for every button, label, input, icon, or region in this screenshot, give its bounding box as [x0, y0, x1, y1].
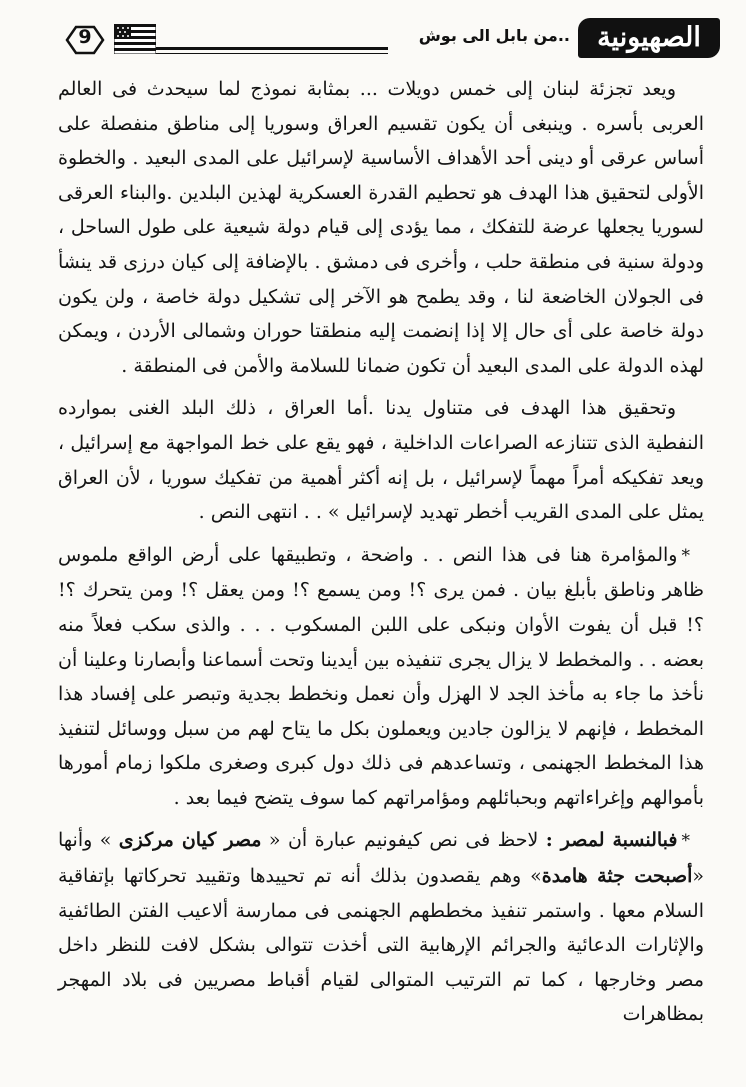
paragraph-text: » وأنها « [58, 829, 705, 888]
paragraph: وتحقيق هذا الهدف فى متناول يدنا .أما العراق ، ذلك البلد الغنى بموارده النفطية الذى تتنازعه الصراعات الداخلية ، فهو يقع على خط المواجهة مع إسرائيل ، ويعد تفكيكه أمراً مهماً لإسرائيل ، بل إنه أكثر أهمية من تفكيك سوريا ، لأن العراق يمثل على المدى القريب أخطر تهديد لإسرائيل » . . انتهى النص . [58, 397, 704, 524]
paragraph-text: لاحظ فى نص كيفونيم عبارة أن « [261, 829, 539, 852]
us-flag-icon [114, 24, 156, 54]
paragraph-text: والمؤامرة هنا فى هذا النص . . واضحة ، وتطبيقها على أرض الواقع ملموس ظاهر وناطق بأبلغ بيان . فمن يرى ؟! ومن يسمع ؟! ومن يعقل ؟! ومن يتحرك ؟! ؟! قبل أن يفوت الأوان ونبكى على اللبن المسكوب . . . والذى سكب فعلاً منه بعضه . . والمخطط لا يزال يجرى تنفيذه بين أيدينا وتحت أسماعنا وأبصارنا وعلينا أن نأخذ ما جاء به مأخذ الجد لا الهزل وأن نعمل ونخطط بجدية وتبصر على إفساد هذا المخطط ، فإنهم لا يزالون جادين ويعملون بكل ما يتاح لهم من سبل ووسائل لتنفيذ هذا المخطط الجهنمى ، وتساعدهم فى ذلك دول كبرى وصغرى ملكوا زمام أمورها بأموالهم وإغراءاتهم وبحبائلهم ومؤامراتهم كما سوف يتضح فيما بعد . [58, 543, 704, 809]
paragraph-lead: فبالنسبة لمصر : [545, 829, 678, 852]
paragraph: ويعد تجزئة لبنان إلى خمس دويلات ... بمثابة نموذج لما سيحدث فى العالم العربى بأسره . وينبغى أن يكون تقسيم العراق وسوريا إلى مناطق منفصلة على أساس عرقى أو دينى أحد الأهداف الأساسية لإسرائيل على المدى البعيد . والخطوة الأولى لتحقيق هذا الهدف هو تحطيم القدرة العسكرية لهذين البلدين .والبناء العرقى لسوريا يجعلها عرضة للتفكك ، مما يؤدى إلى قيام دولة شيعية على طول الساحل ، ودولة سنية فى منطقة حلب ، وأخرى فى دمشق . بالإضافة إلى كيان درزى قد ينشأ فى الجولان الخاضعة لنا ، وقد يطمح هو الآخر إلى تشكيل دولة خاصة ، ولن يكون دولة خاصة على أى حال إلا إذا إنضمت إليه منطقتا حوران وشمالى الأردن ، ويمكن لهذه الدولة على المدى البعيد أن تكون ضمانا للسلامة والأمن فى المنطقة . [58, 78, 704, 377]
paragraph [58, 538, 704, 816]
star-bullet: * [681, 831, 690, 852]
paragraph-text: » وهم يقصدون بذلك أنه تم تحييدها وتقييد تحركاتها بإتفاقية السلام معها . واستمر تنفيذ مخططهم الجهنمى فى ممارسة ألاعيب الفتن الطائفية والإثارات الدعائية والجرائم الإرهابية التى أخذت تتوالى بشكل لافت للنظر داخل مصر وخارجها ، كما تم الترتيب المتوالى لقيام أقباط مصريين فى بلاد المهجر بمظاهرات [58, 865, 704, 1026]
series-title: الصهيونية [578, 18, 720, 58]
running-header [28, 18, 720, 62]
page-number: 9 [78, 26, 92, 48]
body-text [58, 72, 704, 1040]
paragraph [58, 823, 704, 1032]
quoted-phrase: مصر كيان مركزى [118, 829, 262, 852]
header-rule [156, 47, 388, 50]
header-rule-thin [156, 53, 388, 54]
book-title: ..من بابل الى بوش [418, 26, 570, 45]
quoted-phrase: أصبحت جثة هامدة [541, 865, 693, 888]
star-bullet: * [681, 545, 690, 566]
